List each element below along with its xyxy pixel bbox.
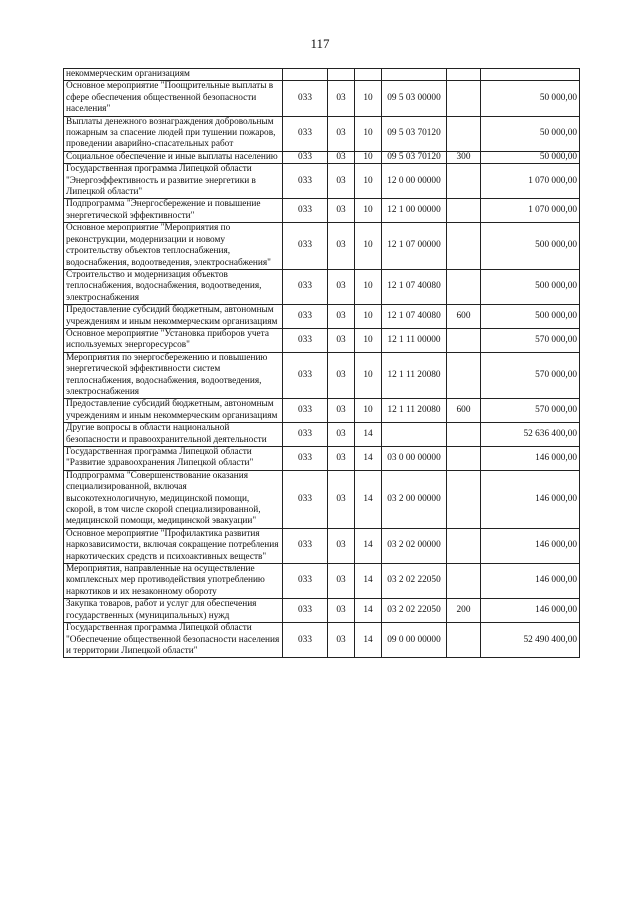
cell-target-article: 03 2 02 00000 — [382, 528, 447, 563]
cell-expense-type — [447, 528, 481, 563]
cell-target-article: 03 2 02 22050 — [382, 599, 447, 623]
cell-subsection: 10 — [355, 305, 382, 329]
cell-amount: 570 000,00 — [481, 328, 580, 352]
cell-name: Основное мероприятие "Установка приборов учета используемых энергоресурсов" — [64, 328, 283, 352]
cell-subsection: 14 — [355, 623, 382, 658]
cell-subsection: 14 — [355, 447, 382, 471]
cell-section: 03 — [328, 447, 355, 471]
cell-expense-type — [447, 199, 481, 223]
table-row — [64, 528, 580, 563]
cell-amount: 50 000,00 — [481, 81, 580, 116]
cell-expense-type — [447, 564, 481, 599]
table-row — [64, 470, 580, 528]
cell-target-article: 12 1 07 00000 — [382, 223, 447, 270]
page-number: 117 — [310, 36, 330, 51]
cell-ministry-code: 033 — [283, 81, 328, 116]
cell-subsection: 14 — [355, 423, 382, 447]
cell-section: 03 — [328, 399, 355, 423]
cell-expense-type — [447, 164, 481, 199]
cell-subsection: 14 — [355, 470, 382, 528]
cell-subsection — [355, 69, 382, 81]
cell-section: 03 — [328, 423, 355, 447]
cell-section — [328, 69, 355, 81]
cell-section: 03 — [328, 352, 355, 399]
cell-name: Предоставление субсидий бюджетным, автономным учреждениям и иным некоммерческим организациям — [64, 399, 283, 423]
cell-name: некоммерческим организациям — [64, 69, 283, 81]
cell-expense-type — [447, 352, 481, 399]
cell-target-article: 09 5 03 70120 — [382, 116, 447, 151]
cell-subsection: 10 — [355, 269, 382, 304]
cell-subsection: 10 — [355, 151, 382, 163]
cell-name: Мероприятия по энергосбережению и повышению энергетической эффективности систем теплоснабжения, водоснабжения, водоотведения, электроснабжения — [64, 352, 283, 399]
table-row — [64, 305, 580, 329]
cell-subsection: 10 — [355, 399, 382, 423]
cell-amount: 146 000,00 — [481, 528, 580, 563]
cell-section: 03 — [328, 564, 355, 599]
cell-target-article: 12 1 11 20080 — [382, 399, 447, 423]
cell-ministry-code: 033 — [283, 528, 328, 563]
table-row — [64, 81, 580, 116]
cell-expense-type — [447, 470, 481, 528]
cell-amount: 500 000,00 — [481, 269, 580, 304]
cell-name: Закупка товаров, работ и услуг для обеспечения государственных (муниципальных) нужд — [64, 599, 283, 623]
cell-ministry-code: 033 — [283, 199, 328, 223]
cell-section: 03 — [328, 269, 355, 304]
cell-target-article: 09 5 03 70120 — [382, 151, 447, 163]
cell-name: Подпрограмма "Совершенствование оказания специализированной, включая высокотехнологичную, медицинской помощи, скорой, в том числе скорой специализированной, медицинской помощи, медицинской эвакуации" — [64, 470, 283, 528]
cell-target-article: 12 0 00 00000 — [382, 164, 447, 199]
cell-name: Основное мероприятие "Поощрительные выплаты в сфере обеспечения общественной безопасности населения" — [64, 81, 283, 116]
table-row — [64, 69, 580, 81]
cell-subsection: 10 — [355, 352, 382, 399]
cell-section: 03 — [328, 164, 355, 199]
table-row — [64, 564, 580, 599]
cell-subsection: 10 — [355, 116, 382, 151]
cell-ministry-code: 033 — [283, 151, 328, 163]
table-row — [64, 423, 580, 447]
cell-ministry-code — [283, 69, 328, 81]
table-row — [64, 116, 580, 151]
cell-expense-type — [447, 269, 481, 304]
table-row — [64, 151, 580, 163]
cell-name: Выплаты денежного вознаграждения добровольным пожарным за спасение людей при тушении пожаров, проведении аварийно-спасательных работ — [64, 116, 283, 151]
table-row — [64, 223, 580, 270]
cell-subsection: 10 — [355, 164, 382, 199]
cell-amount: 52 636 400,00 — [481, 423, 580, 447]
cell-name: Мероприятия, направленные на осуществление комплексных мер противодействия употреблению наркотиков и их незаконному обороту — [64, 564, 283, 599]
cell-ministry-code: 033 — [283, 305, 328, 329]
cell-target-article: 12 1 11 20080 — [382, 352, 447, 399]
cell-expense-type — [447, 328, 481, 352]
cell-section: 03 — [328, 623, 355, 658]
cell-amount — [481, 69, 580, 81]
cell-section: 03 — [328, 528, 355, 563]
cell-ministry-code: 033 — [283, 599, 328, 623]
table-row — [64, 352, 580, 399]
cell-target-article: 09 5 03 00000 — [382, 81, 447, 116]
cell-section: 03 — [328, 305, 355, 329]
cell-amount: 1 070 000,00 — [481, 199, 580, 223]
cell-subsection: 14 — [355, 528, 382, 563]
cell-section: 03 — [328, 151, 355, 163]
cell-subsection: 10 — [355, 81, 382, 116]
cell-ministry-code: 033 — [283, 447, 328, 471]
cell-amount: 50 000,00 — [481, 151, 580, 163]
cell-amount: 146 000,00 — [481, 447, 580, 471]
table-row — [64, 447, 580, 471]
table-row — [64, 164, 580, 199]
cell-ministry-code: 033 — [283, 623, 328, 658]
cell-expense-type — [447, 423, 481, 447]
cell-name: Строительство и модернизация объектов теплоснабжения, водоснабжения, водоотведения, электроснабжения — [64, 269, 283, 304]
cell-name: Основное мероприятие "Профилактика развития наркозависимости, включая сокращение потребления наркотических средств и психоактивных веществ" — [64, 528, 283, 563]
table-row — [64, 599, 580, 623]
cell-subsection: 10 — [355, 199, 382, 223]
cell-target-article: 12 1 11 00000 — [382, 328, 447, 352]
table-row — [64, 269, 580, 304]
cell-ministry-code: 033 — [283, 328, 328, 352]
cell-target-article — [382, 423, 447, 447]
cell-ministry-code: 033 — [283, 164, 328, 199]
table-row — [64, 328, 580, 352]
cell-amount: 500 000,00 — [481, 223, 580, 270]
cell-section: 03 — [328, 116, 355, 151]
cell-ministry-code: 033 — [283, 423, 328, 447]
cell-name: Другие вопросы в области национальной безопасности и правоохранительной деятельности — [64, 423, 283, 447]
cell-section: 03 — [328, 470, 355, 528]
cell-name: Государственная программа Липецкой области "Энергоэффективность и развитие энергетики в Липецкой области" — [64, 164, 283, 199]
cell-ministry-code: 033 — [283, 223, 328, 270]
cell-amount: 500 000,00 — [481, 305, 580, 329]
cell-ministry-code: 033 — [283, 470, 328, 528]
cell-amount: 146 000,00 — [481, 470, 580, 528]
cell-name: Предоставление субсидий бюджетным, автономным учреждениям и иным некоммерческим организациям — [64, 305, 283, 329]
cell-ministry-code: 033 — [283, 399, 328, 423]
cell-target-article: 12 1 00 00000 — [382, 199, 447, 223]
table-row — [64, 623, 580, 658]
cell-section: 03 — [328, 199, 355, 223]
cell-name: Основное мероприятие "Мероприятия по реконструкции, модернизации и новому строительству объектов теплоснабжения, водоснабжения, водоотведения, электроснабжения" — [64, 223, 283, 270]
cell-amount: 52 490 400,00 — [481, 623, 580, 658]
cell-expense-type: 600 — [447, 305, 481, 329]
cell-target-article: 09 0 00 00000 — [382, 623, 447, 658]
cell-expense-type — [447, 623, 481, 658]
budget-table — [63, 68, 580, 658]
budget-table-body — [64, 69, 580, 658]
cell-section: 03 — [328, 81, 355, 116]
cell-expense-type — [447, 69, 481, 81]
cell-target-article: 03 2 00 00000 — [382, 470, 447, 528]
cell-expense-type — [447, 447, 481, 471]
cell-target-article: 03 2 02 22050 — [382, 564, 447, 599]
cell-expense-type — [447, 81, 481, 116]
table-row — [64, 199, 580, 223]
cell-ministry-code: 033 — [283, 269, 328, 304]
cell-ministry-code: 033 — [283, 116, 328, 151]
table-row — [64, 399, 580, 423]
cell-expense-type — [447, 223, 481, 270]
cell-subsection: 10 — [355, 223, 382, 270]
cell-amount: 570 000,00 — [481, 352, 580, 399]
cell-amount: 50 000,00 — [481, 116, 580, 151]
cell-target-article: 12 1 07 40080 — [382, 269, 447, 304]
cell-amount: 570 000,00 — [481, 399, 580, 423]
cell-target-article: 12 1 07 40080 — [382, 305, 447, 329]
cell-subsection: 14 — [355, 564, 382, 599]
cell-expense-type: 200 — [447, 599, 481, 623]
cell-expense-type: 600 — [447, 399, 481, 423]
cell-name: Государственная программа Липецкой области "Развитие здравоохранения Липецкой области" — [64, 447, 283, 471]
cell-subsection: 10 — [355, 328, 382, 352]
cell-amount: 1 070 000,00 — [481, 164, 580, 199]
cell-name: Социальное обеспечение и иные выплаты населению — [64, 151, 283, 163]
cell-section: 03 — [328, 328, 355, 352]
cell-section: 03 — [328, 223, 355, 270]
cell-amount: 146 000,00 — [481, 564, 580, 599]
cell-name: Подпрограмма "Энергосбережение и повышение энергетической эффективности" — [64, 199, 283, 223]
cell-section: 03 — [328, 599, 355, 623]
cell-target-article: 03 0 00 00000 — [382, 447, 447, 471]
cell-ministry-code: 033 — [283, 352, 328, 399]
cell-name: Государственная программа Липецкой области "Обеспечение общественной безопасности населения и территории Липецкой области" — [64, 623, 283, 658]
cell-subsection: 14 — [355, 599, 382, 623]
cell-target-article — [382, 69, 447, 81]
cell-ministry-code: 033 — [283, 564, 328, 599]
cell-expense-type — [447, 116, 481, 151]
cell-amount: 146 000,00 — [481, 599, 580, 623]
cell-expense-type: 300 — [447, 151, 481, 163]
